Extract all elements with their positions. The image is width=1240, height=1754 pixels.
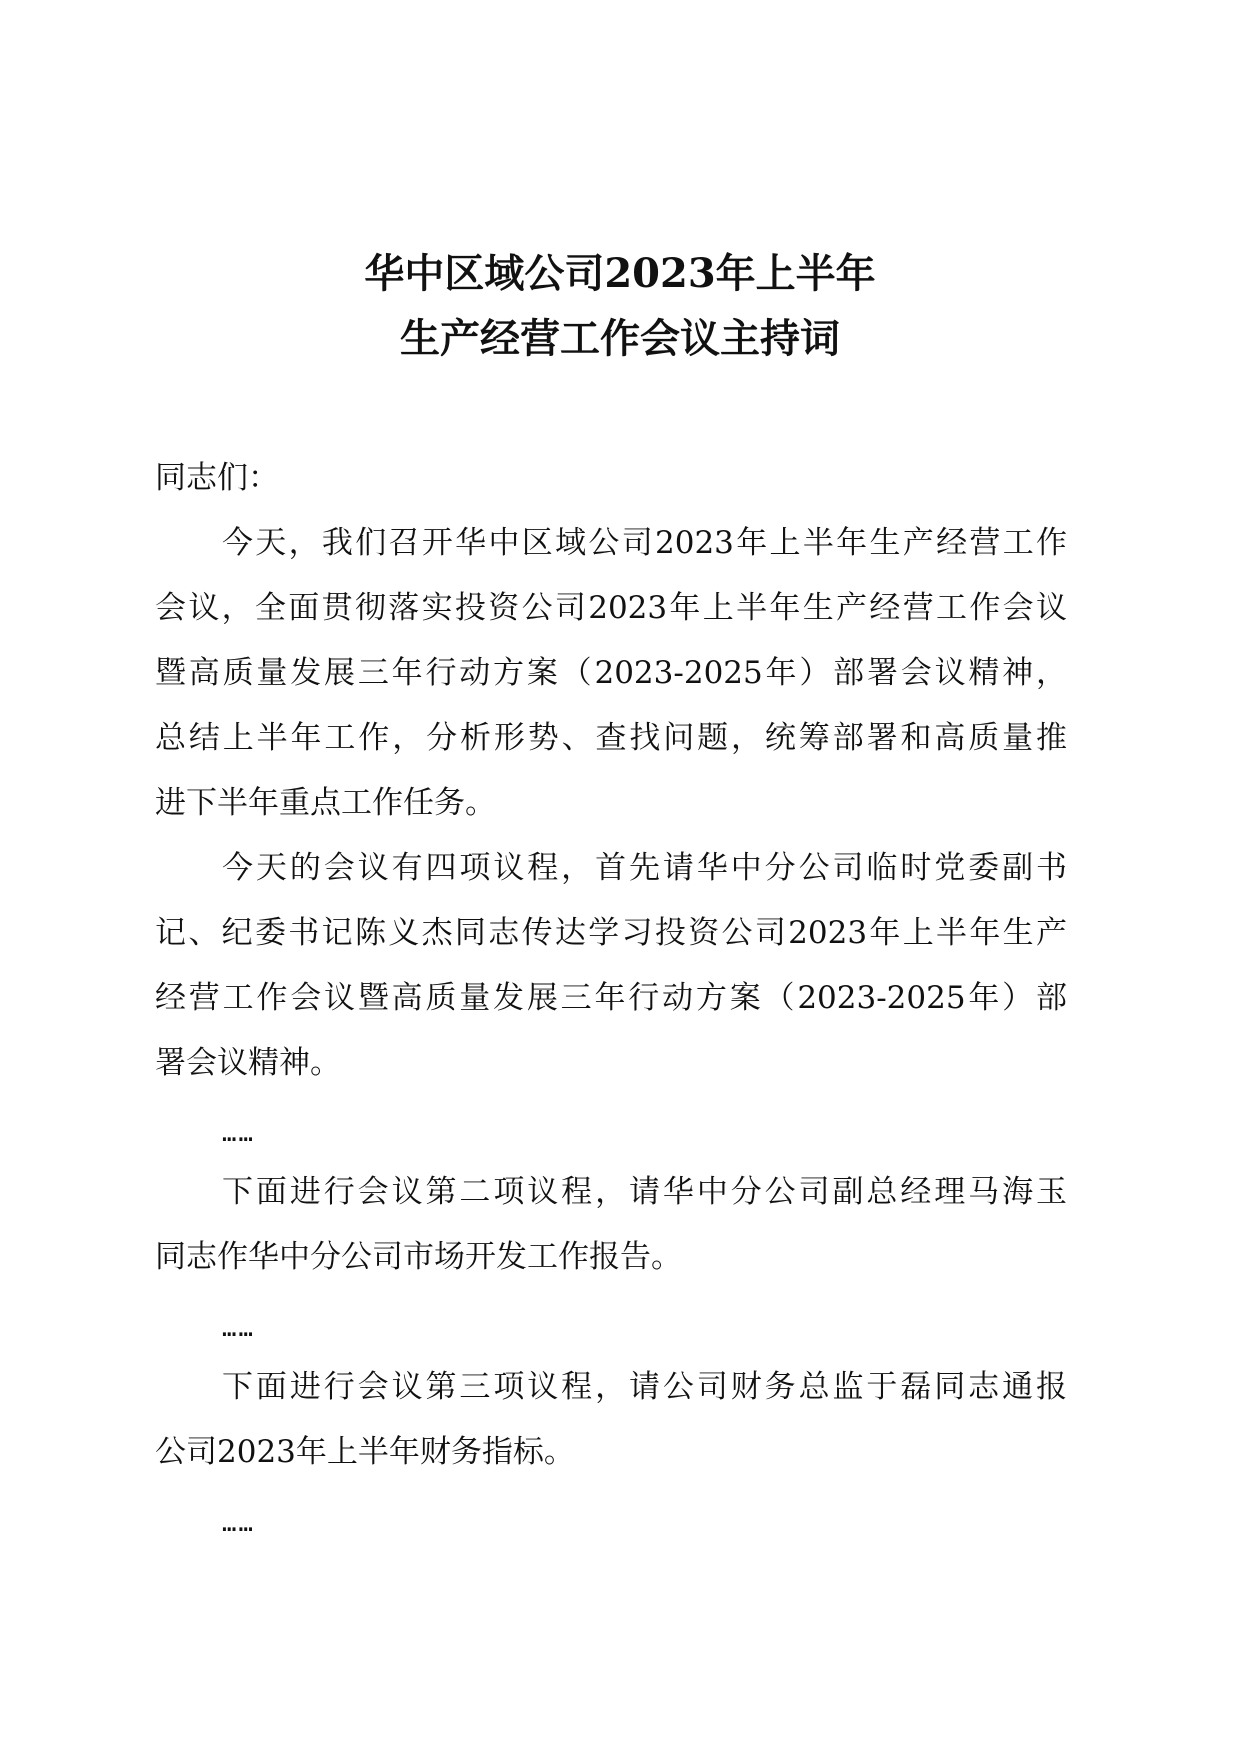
greeting: 同志们： xyxy=(155,460,279,496)
paragraph-line: 署会议精神。 xyxy=(155,1045,341,1081)
paragraph-line: 今天的会议有四项议程，首先请华中分公司临时党委副书 xyxy=(222,850,1067,886)
paragraph-line: 下面进行会议第二项议程，请华中分公司副总经理马海玉 xyxy=(222,1174,1067,1210)
document-title-line-1: 华中区域公司2023年上半年 xyxy=(364,250,876,297)
paragraph-line: 今天，我们召开华中区域公司2023年上半年生产经营工作 xyxy=(222,525,1067,561)
document-title-line-2: 生产经营工作会议主持词 xyxy=(400,315,840,362)
paragraph-line: 下面进行会议第三项议程，请公司财务总监于磊同志通报 xyxy=(222,1369,1067,1405)
paragraph-line: 总结上半年工作，分析形势、查找问题，统筹部署和高质量推 xyxy=(155,720,1067,756)
paragraph-line: 会议，全面贯彻落实投资公司2023年上半年生产经营工作会议 xyxy=(155,590,1067,626)
paragraph-line: 同志作华中分公司市场开发工作报告。 xyxy=(155,1239,682,1275)
paragraph-line: 经营工作会议暨高质量发展三年行动方案（2023-2025年）部 xyxy=(155,980,1067,1016)
paragraph-line: 记、纪委书记陈义杰同志传达学习投资公司2023年上半年生产 xyxy=(155,915,1067,951)
paragraph-line: 进下半年重点工作任务。 xyxy=(155,785,496,821)
ellipsis: …… xyxy=(222,1119,255,1147)
paragraph-line: 暨高质量发展三年行动方案（2023-2025年）部署会议精神， xyxy=(155,655,1067,691)
ellipsis: …… xyxy=(222,1509,255,1537)
ellipsis: …… xyxy=(222,1314,255,1342)
paragraph-line: 公司2023年上半年财务指标。 xyxy=(155,1434,575,1470)
